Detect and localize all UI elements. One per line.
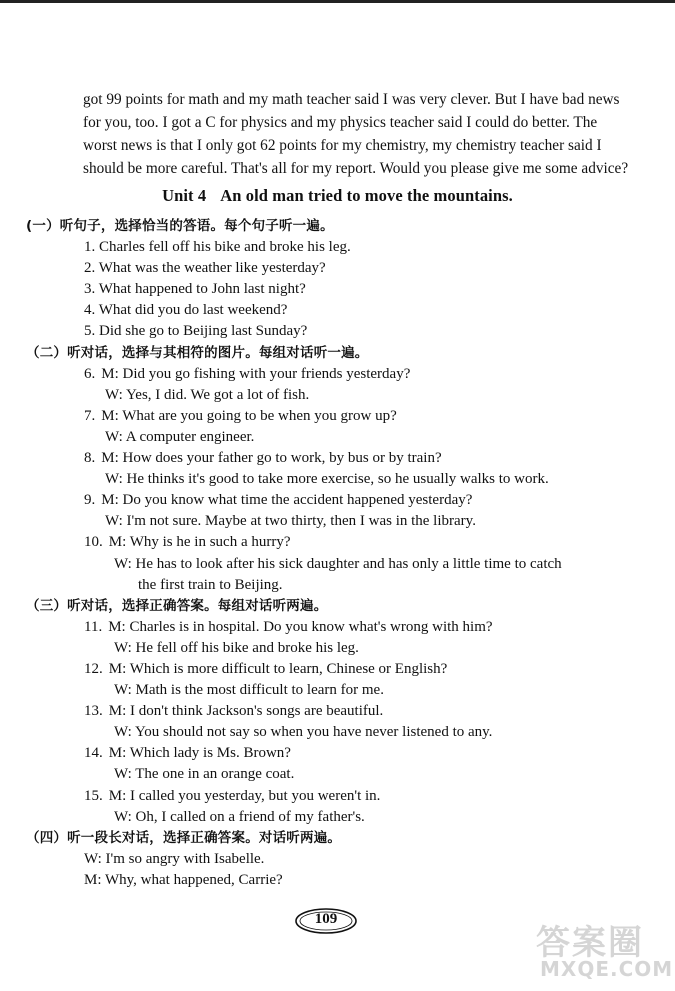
dialogue-m-line — [26, 743, 646, 764]
speaker-line: M: Did you go fishing with your friends yesterday? — [101, 365, 411, 382]
speaker-line: M: Do you know what time the accident happened yesterday? — [101, 492, 473, 509]
speaker-line: M: I don't think Jackson's songs are beautiful. — [108, 703, 384, 720]
page-number: 109 — [314, 911, 338, 927]
speaker-line: M: Charles is in hospital. Do you know what's wrong with him? — [108, 618, 493, 635]
speaker-line: M: Which is more difficult to learn, Chinese or English? — [108, 660, 448, 677]
sentence-item: 5. Did she go to Beijing last Sunday? — [84, 323, 308, 340]
unit-title: An old man tried to move the mountains. — [220, 186, 513, 205]
unit-label: Unit 4 — [162, 186, 207, 205]
intro-line: worst news is that I only got 62 points for my chemistry, my chemistry teacher said I — [83, 137, 602, 154]
watermark-bottom: MXQE.COM — [540, 957, 674, 981]
section-heading-2: （二）听对话，选择与其相符的图片。每组对话听一遍。 — [26, 344, 369, 361]
speaker-line: M: I called you yesterday, but you weren't in. — [108, 787, 381, 804]
section-heading-4: （四）听一段长对话，选择正确答案。对话听两遍。 — [26, 829, 342, 846]
unit-heading — [0, 186, 675, 206]
dialogue-m-line — [26, 490, 646, 511]
dialogue-w-line: W: Oh, I called on a friend of my father's. — [114, 808, 365, 825]
watermark-logo — [528, 915, 674, 985]
item-number: 13. — [84, 703, 103, 720]
dialogue-w-line: W: He has to look after his sick daughter and has only a little time to catch — [114, 555, 562, 572]
dialogue-m-line — [26, 364, 646, 385]
page-number-badge — [294, 907, 358, 935]
long-dialogue-line: M: Why, what happened, Carrie? — [84, 871, 283, 888]
item-number: 10. — [84, 534, 103, 551]
dialogue-m-line — [26, 406, 646, 427]
dialogue-w-line: W: You should not say so when you have never listened to any. — [114, 724, 493, 741]
intro-paragraph — [83, 88, 629, 180]
dialogue-m-line — [26, 448, 646, 469]
long-dialogue-line: W: I'm so angry with Isabelle. — [84, 850, 265, 867]
sentence-item: 2. What was the weather like yesterday? — [84, 260, 326, 277]
listening-script — [26, 216, 646, 891]
sentence-item: 3. What happened to John last night? — [84, 281, 306, 298]
dialogue-w-line: W: A computer engineer. — [105, 428, 255, 445]
dialogue-w-line: W: Yes, I did. We got a lot of fish. — [105, 386, 310, 403]
watermark-top: 答案圈 — [536, 923, 644, 963]
item-number: 7. — [84, 407, 96, 424]
dialogue-m-line — [26, 617, 646, 638]
dialogue-w-line: W: The one in an orange coat. — [114, 766, 295, 783]
dialogue-w-continuation: the first train to Beijing. — [138, 576, 283, 593]
sentence-item: 1. Charles fell off his bike and broke his leg. — [84, 239, 351, 256]
item-number: 15. — [84, 787, 103, 804]
dialogue-w-line: W: He fell off his bike and broke his leg. — [114, 639, 359, 656]
sentence-item: 4. What did you do last weekend? — [84, 302, 288, 319]
dialogue-w-line: W: I'm not sure. Maybe at two thirty, then I was in the library. — [105, 513, 476, 530]
speaker-line: M: Which lady is Ms. Brown? — [108, 745, 291, 762]
dialogue-w-line: W: He thinks it's good to take more exercise, so he usually walks to work. — [105, 471, 549, 488]
item-number: 8. — [84, 450, 96, 467]
dialogue-m-line — [26, 786, 646, 807]
intro-line: got 99 points for math and my math teacher said I was very clever. But I have bad news — [83, 91, 620, 108]
item-number: 9. — [84, 492, 96, 509]
speaker-line: M: Why is he in such a hurry? — [108, 534, 291, 551]
item-number: 6. — [84, 365, 96, 382]
speaker-line: M: What are you going to be when you grow up? — [101, 407, 397, 424]
item-number: 14. — [84, 745, 103, 762]
section-heading-1: (一）听句子，选择恰当的答语。每个句子听一遍。 — [26, 218, 334, 234]
item-number: 12. — [84, 660, 103, 677]
speaker-line: M: How does your father go to work, by bus or by train? — [101, 450, 442, 467]
item-number: 11. — [84, 618, 103, 635]
dialogue-m-line — [26, 701, 646, 722]
intro-line: should be more careful. That's all for my report. Would you please give me some advice? — [83, 160, 629, 177]
dialogue-m-line — [26, 532, 646, 553]
intro-line: for you, too. I got a C for physics and my physics teacher said I could do better. The — [83, 114, 598, 131]
section-heading-3: （三）听对话，选择正确答案。每组对话听两遍。 — [26, 597, 328, 614]
dialogue-m-line — [26, 659, 646, 680]
dialogue-w-line: W: Math is the most difficult to learn for me. — [114, 682, 384, 699]
